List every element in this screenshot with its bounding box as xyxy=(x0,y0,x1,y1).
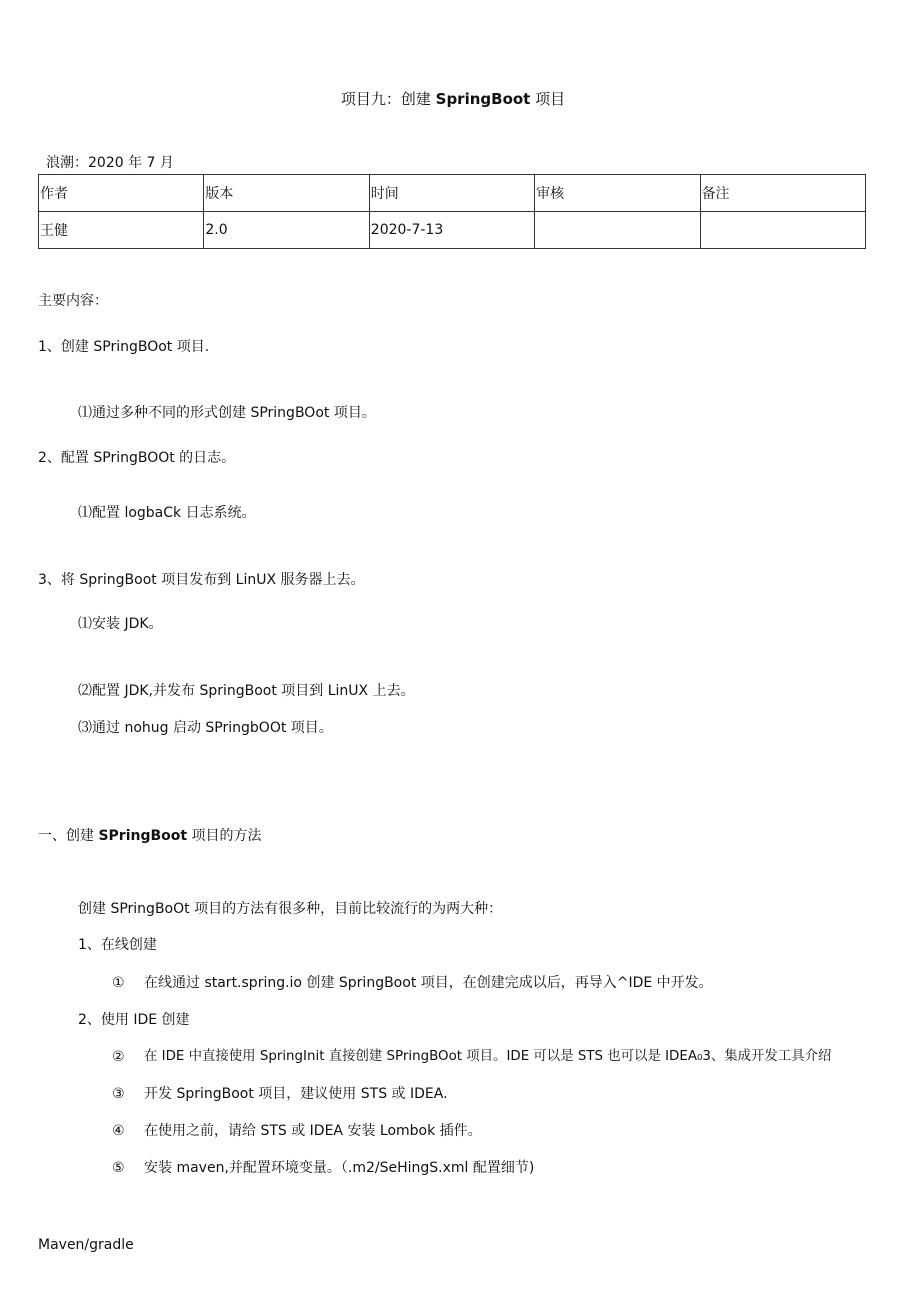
contents-item-2-1: ⑴配置 logbaCk 日志系统。 xyxy=(78,505,256,521)
title-suffix: 项目 xyxy=(530,90,566,108)
sub2-item-3-text: 在使用之前，请给 STS 或 IDEA 安装 Lombok 插件。 xyxy=(144,1123,482,1139)
footer-text: Maven/gradle xyxy=(38,1237,134,1253)
title-strong: SpringBoot xyxy=(435,90,531,108)
sub1-item-1-number: ① xyxy=(112,975,125,991)
meta-cell-author: 王健 xyxy=(39,212,204,249)
section1-heading xyxy=(38,827,262,845)
sub2-item-1-number: ② xyxy=(112,1049,125,1065)
section1-heading-suffix: 项目的方法 xyxy=(187,828,262,844)
section1-heading-strong: SPringBoot xyxy=(98,828,188,844)
meta-header-review: 审核 xyxy=(535,175,700,212)
meta-header-time: 时间 xyxy=(369,175,534,212)
meta-header-notes: 备注 xyxy=(700,175,865,212)
contents-item-3: 3、将 SpringBoot 项目发布到 LinUX 服务器上去。 xyxy=(38,572,365,588)
contents-heading: 主要内容： xyxy=(38,293,108,309)
meta-data-row xyxy=(39,212,866,249)
sub2-item-4-text: 安装 maven,并配置环境变量。（.m2/SeHingS.xml 配置细节) xyxy=(144,1160,535,1176)
meta-cell-version: 2.0 xyxy=(204,212,369,249)
contents-item-2: 2、配置 SPringBOOt 的日志。 xyxy=(38,450,236,466)
section1-sub2: 2、使用 IDE 创建 xyxy=(78,1012,190,1028)
contents-item-3-2: ⑵配置 JDK,并发布 SpringBoot 项目到 LinUX 上去。 xyxy=(78,683,415,699)
contents-item-1-1: ⑴通过多种不同的形式创建 SPringBOot 项目。 xyxy=(78,405,376,421)
meta-cell-review xyxy=(535,212,700,249)
sub2-item-4-number: ⑤ xyxy=(112,1160,125,1176)
meta-cell-time: 2020-7-13 xyxy=(369,212,534,249)
sub2-item-2-text: 开发 SpringBoot 项目，建议使用 STS 或 IDEA. xyxy=(144,1086,448,1102)
title-prefix: 项目九：创建 xyxy=(340,90,436,108)
meta-cell-notes xyxy=(700,212,865,249)
meta-header-version: 版本 xyxy=(204,175,369,212)
sub2-item-2-number: ③ xyxy=(112,1086,125,1102)
contents-item-3-3: ⑶通过 nohug 启动 SPringbOOt 项目。 xyxy=(78,720,333,736)
meta-header-row xyxy=(39,175,866,212)
meta-table xyxy=(38,174,866,249)
contents-item-3-1: ⑴安装 JDK。 xyxy=(78,616,163,632)
date-line: 浪潮：2020 年 7 月 xyxy=(46,155,174,171)
sub2-item-3-number: ④ xyxy=(112,1123,125,1139)
sub2-item-1-text: 在 IDE 中直接使用 SpringInit 直接创建 SPringBOot 项目。IDE 可以是 STS 也可以是 IDEA₀3、集成开发工具介绍 xyxy=(144,1049,832,1064)
sub1-item-1-text: 在线通过 start.spring.io 创建 SpringBoot 项目，在创建完成以后，再导入^IDE 中开发。 xyxy=(144,975,713,991)
contents-item-1: 1、创建 SPringBOot 项目. xyxy=(38,339,210,355)
section1-sub1: 1、在线创建 xyxy=(78,937,157,953)
meta-header-author: 作者 xyxy=(39,175,204,212)
section1-heading-prefix: 一、创建 xyxy=(38,828,99,844)
section1-intro: 创建 SPringBoOt 项目的方法有很多种，目前比较流行的为两大种： xyxy=(78,901,503,917)
document-title xyxy=(0,90,906,108)
